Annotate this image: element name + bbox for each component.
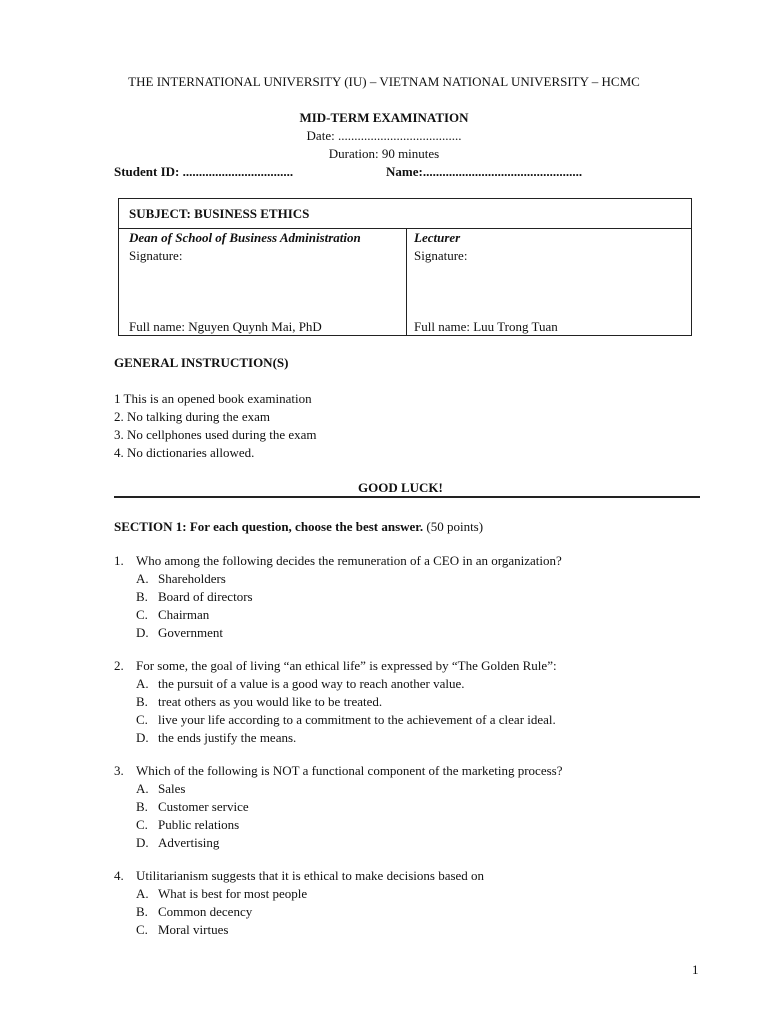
option-letter: A. bbox=[136, 571, 149, 586]
option-text: Advertising bbox=[158, 835, 220, 850]
question-text: For some, the goal of living “an ethical life” is expressed by “The Golden Rule”: bbox=[136, 658, 557, 673]
option-letter: C. bbox=[136, 922, 148, 937]
option-letter: B. bbox=[136, 904, 148, 919]
question-text: Which of the following is NOT a functional component of the marketing process? bbox=[136, 763, 563, 778]
section-1-heading bbox=[114, 519, 483, 535]
instruction-item: 4. No dictionaries allowed. bbox=[114, 445, 255, 460]
option-text: Government bbox=[158, 625, 223, 640]
option-letter: A. bbox=[136, 886, 149, 901]
instruction-item: 3. No cellphones used during the exam bbox=[114, 427, 317, 442]
option-text: live your life according to a commitment to the achievement of a clear ideal. bbox=[158, 712, 556, 727]
question-text: Who among the following decides the remuneration of a CEO in an organization? bbox=[136, 553, 562, 568]
option-text: Board of directors bbox=[158, 589, 253, 604]
option-text: Customer service bbox=[158, 799, 249, 814]
option-text: Sales bbox=[158, 781, 186, 796]
date-line: Date: ...................................... bbox=[306, 128, 462, 143]
option-text: Shareholders bbox=[158, 571, 226, 586]
option-letter: A. bbox=[136, 781, 149, 796]
instruction-item: 2. No talking during the exam bbox=[114, 409, 270, 424]
option-letter: D. bbox=[136, 835, 149, 850]
dean-role: Dean of School of Business Administration bbox=[129, 230, 361, 245]
option-letter: B. bbox=[136, 589, 148, 604]
option-letter: D. bbox=[136, 625, 149, 640]
option-letter: A. bbox=[136, 676, 149, 691]
column-divider bbox=[406, 229, 407, 335]
student-id-field[interactable]: .................................. bbox=[179, 164, 294, 179]
university-header: THE INTERNATIONAL UNIVERSITY (IU) – VIETNAM NATIONAL UNIVERSITY – HCMC bbox=[128, 74, 640, 89]
option-letter: B. bbox=[136, 694, 148, 709]
option-text: What is best for most people bbox=[158, 886, 308, 901]
option-text: the ends justify the means. bbox=[158, 730, 297, 745]
signature-table bbox=[118, 198, 692, 336]
subject-row bbox=[119, 199, 691, 229]
name-field[interactable]: ................................................. bbox=[422, 164, 583, 179]
option-letter: C. bbox=[136, 712, 148, 727]
section-1-points: (50 points) bbox=[423, 519, 484, 534]
page-number: 1 bbox=[692, 962, 699, 977]
option-text: treat others as you would like to be treated. bbox=[158, 694, 383, 709]
student-id-line bbox=[114, 164, 293, 180]
question-number: 1. bbox=[114, 553, 124, 568]
option-letter: C. bbox=[136, 817, 148, 832]
question-number: 3. bbox=[114, 763, 124, 778]
instruction-item: 1 This is an opened book examination bbox=[114, 391, 312, 406]
option-letter: C. bbox=[136, 607, 148, 622]
option-text: Chairman bbox=[158, 607, 210, 622]
duration-line: Duration: 90 minutes bbox=[328, 146, 440, 161]
option-text: Public relations bbox=[158, 817, 240, 832]
option-text: Moral virtues bbox=[158, 922, 229, 937]
dean-signature-label: Signature: bbox=[129, 248, 183, 263]
name-line bbox=[386, 164, 582, 180]
option-text: the pursuit of a value is a good way to reach another value. bbox=[158, 676, 465, 691]
instructions-heading: GENERAL INSTRUCTION(S) bbox=[114, 355, 289, 370]
dean-fullname: Full name: Nguyen Quynh Mai, PhD bbox=[129, 319, 322, 334]
option-text: Common decency bbox=[158, 904, 253, 919]
exam-title: MID-TERM EXAMINATION bbox=[299, 110, 469, 125]
student-id-label: Student ID: bbox=[114, 164, 180, 179]
section-1-title: SECTION 1: For each question, choose the best answer. bbox=[114, 519, 424, 534]
lecturer-fullname: Full name: Luu Trong Tuan bbox=[414, 319, 558, 334]
option-letter: B. bbox=[136, 799, 148, 814]
question-text: Utilitarianism suggests that it is ethical to make decisions based on bbox=[136, 868, 485, 883]
lecturer-signature-label: Signature: bbox=[414, 248, 468, 263]
option-letter: D. bbox=[136, 730, 149, 745]
name-label: Name: bbox=[386, 164, 423, 179]
question-number: 2. bbox=[114, 658, 124, 673]
question-number: 4. bbox=[114, 868, 124, 883]
lecturer-role: Lecturer bbox=[414, 230, 461, 245]
horizontal-rule bbox=[114, 496, 700, 498]
subject-title: SUBJECT: BUSINESS ETHICS bbox=[129, 206, 310, 221]
good-luck: GOOD LUCK! bbox=[358, 480, 443, 495]
